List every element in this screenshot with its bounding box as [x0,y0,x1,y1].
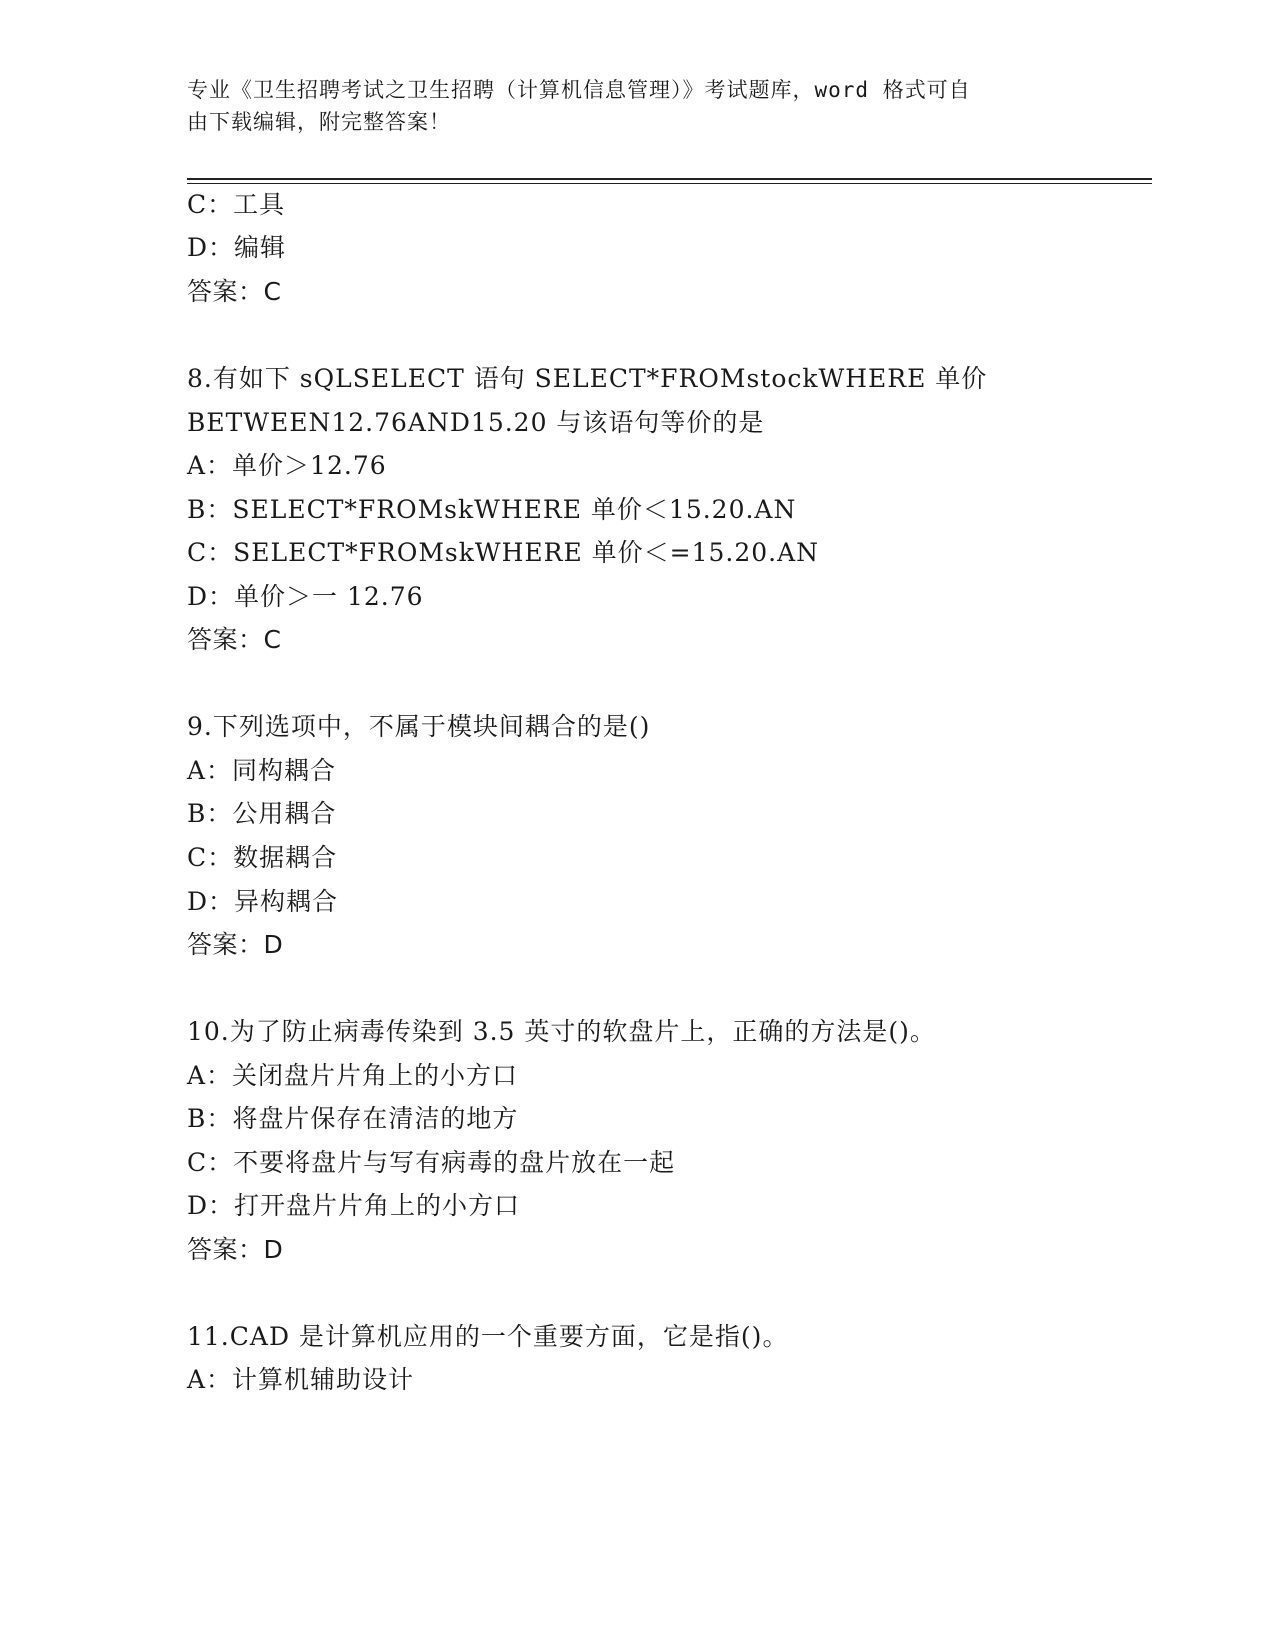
q8-stem-line-2: BETWEEN12.76AND15.20 与该语句等价的是 [187,408,765,437]
q8-answer: 答案：C [187,625,282,654]
q9-option-b: B：公用耦合 [187,799,337,828]
q8-option-d: D：单价＞一 12.76 [187,582,424,611]
header-divider-thin [187,183,1152,184]
q9-stem: 9.下列选项中，不属于模块间耦合的是() [187,712,651,741]
header-line-1: 专业《卫生招聘考试之卫生招聘（计算机信息管理）》考试题库，word 格式可自 [187,78,971,102]
q10-option-a: A：关闭盘片片角上的小方口 [187,1061,519,1090]
q9-answer: 答案：D [187,930,284,959]
prev-option-d: D：编辑 [187,233,287,262]
q10-answer: 答案：D [187,1235,284,1264]
prev-option-c: C：工具 [187,190,286,219]
q10-stem: 10.为了防止病毒传染到 3.5 英寸的软盘片上，正确的方法是()。 [187,1017,936,1046]
q8-option-b: B：SELECT*FROMskWHERE 单价＜15.20.AN [187,495,797,524]
document-header [187,74,1087,138]
q10-option-c: C：不要将盘片与写有病毒的盘片放在一起 [187,1148,676,1177]
q8-option-c: C：SELECT*FROMskWHERE 单价＜=15.20.AN [187,538,820,567]
q10-option-b: B：将盘片保存在清洁的地方 [187,1104,519,1133]
q8-stem-line-1: 8.有如下 sQLSELECT 语句 SELECT*FROMstockWHERE 单价 [187,364,988,393]
q9-option-c: C：数据耦合 [187,843,338,872]
q11-option-a: A：计算机辅助设计 [187,1365,415,1394]
q9-option-a: A：同构耦合 [187,756,337,785]
q8-option-a: A：单价＞12.76 [187,451,387,480]
prev-answer: 答案：C [187,277,282,306]
q9-option-d: D：异构耦合 [187,887,339,916]
header-line-2: 由下载编辑，附完整答案！ [187,110,451,134]
q10-option-d: D：打开盘片片角上的小方口 [187,1191,521,1220]
header-divider-thick [187,178,1152,180]
q11-stem: 11.CAD 是计算机应用的一个重要方面，它是指()。 [187,1322,789,1351]
